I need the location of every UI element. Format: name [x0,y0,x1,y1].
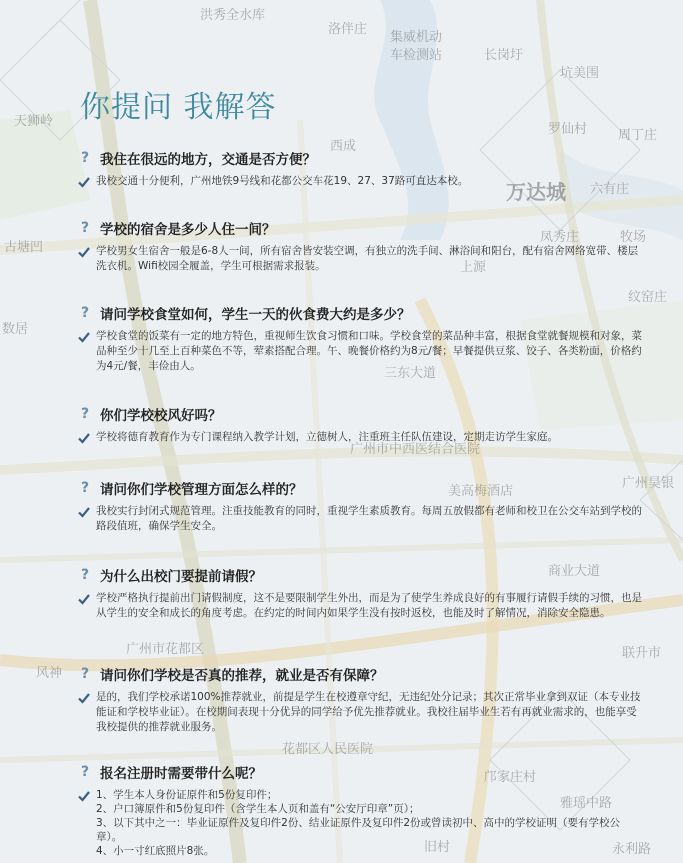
map-label: 广州市花都区 [126,642,205,657]
answer-text: 学校严格执行提前出门请假制度，这不是要限制学生外出，而是为了使学生养成良好的有事履行请假手续的习惯，也是从学生的安全和成长的角度考虑。在约定的时间内如果学生没有按时返校，也能及时了解情况，消除安全隐患。 [96,592,642,619]
answer-text: 学校男女生宿舍一般是6-8人一间，所有宿舍皆安装空调，有独立的洗手间、淋浴间和阳台，配有宿舍网络宽带、楼层洗衣机。Wifi校园全履盖，学生可根据需求报装。 [96,245,639,272]
map-label: 万达城 [506,180,566,204]
map-label: 风神 [36,666,63,681]
list-item: 2、户口簿原件和5份复印件（含学生本人页和盖有“公安厅印章”页）； [96,803,420,815]
faq-answer [78,591,646,621]
question-text: 为什么出校门要提前请假？ [100,569,262,585]
map-label: 六有庄 [590,182,630,197]
map-label: 数居 [2,322,29,337]
map-label: 凤秀庄 [540,230,580,245]
question-text: 你们学校校风好吗？ [100,408,222,424]
map-label: 西成 [330,139,357,154]
check-icon [78,593,90,605]
check-icon [78,246,90,258]
question-text: 报名注册时需要带什么呢？ [100,766,262,782]
question-text: 请问你们学校管理方面怎么样的？ [100,482,303,498]
faq-question [78,565,646,585]
check-icon [78,331,90,343]
faq-answer [78,244,646,274]
faq-question [78,762,646,782]
map-label: 联升市 [622,646,662,661]
map-label: 古塘凹 [4,240,44,255]
answer-text: 我校交通十分便利，广州地铁9号线和花都公交车花19、27、37路可直达本校。 [96,175,469,187]
map-label: 洛伴庄 [328,22,368,37]
answer-text: 学校食堂的饭菜有一定的地方特色，重视师生饮食习惯和口味。学校食堂的菜品种丰富，根据食堂就餐规模和对象，菜品种至少十几至上百种菜色不等，荤素搭配合理。午、晚餐价格约为8元/餐；早餐提供豆浆、饺子、各类粉面，价格约为4元/餐，丰俭由人。 [96,330,642,372]
check-icon [78,790,90,802]
faq-item [78,478,646,534]
map-label: 旧村 [424,840,451,855]
list-item: 3、以下其中之一：毕业证原件及复印件2份、结业证原件及复印件2份或曾读初中、高中的学校证明（要有学校公章）。 [96,817,621,843]
faq-answer [78,174,646,189]
map-label: 邝家庄村 [484,770,537,785]
map-label: 周丁庄 [618,128,658,143]
map-label: 长岗圩 [484,48,524,63]
faq-answer [78,504,646,534]
map-label: 美高梅酒店 [448,484,514,499]
faq-question [78,303,646,323]
question-icon: ? [80,567,90,583]
faq-question [78,478,646,498]
map-label: 牧场 [620,230,647,245]
map-label: 罗仙村 [548,122,588,137]
map-label: 洪秀全水库 [200,8,266,23]
faq-question [78,218,646,238]
required-documents-list [96,788,646,858]
answer-text: 学校将德育教育作为专门课程纳入教学计划，立德树人，注重班主任队伍建设，定期走访学生家庭。 [96,431,558,443]
map-label: 花都区人民医院 [282,742,374,757]
question-text: 请问学校食堂如何，学生一天的伙食费大约是多少？ [100,307,411,323]
map-label: 坑美围 [560,66,600,81]
question-icon: ? [80,220,90,236]
map-label: 三东大道 [384,366,437,381]
faq-answer [78,788,646,858]
question-icon: ? [80,150,90,166]
faq-item [78,565,646,621]
faq-question [78,404,646,424]
question-icon: ? [80,305,90,321]
map-label: 永利路 [612,842,652,857]
map-label: 商业大道 [548,564,601,579]
faq-answer [78,690,646,735]
question-icon: ? [80,406,90,422]
question-text: 学校的宿舍是多少人住一间？ [100,222,276,238]
faq-answer [78,430,646,445]
map-label: 上源 [460,260,487,275]
answer-text: 我校实行封闭式规范管理。注重技能教育的同时，重视学生素质教育。每周五放假都有老师和校卫在公交车站到学校的路段值班，确保学生安全。 [96,505,642,532]
faq-item [78,664,646,735]
faq-item [78,148,646,189]
map-label: 天狮岭 [14,114,54,129]
question-icon: ? [80,666,90,682]
question-text: 我住在很远的地方，交通是否方便？ [100,152,316,168]
question-text: 请问你们学校是否真的推荐，就业是否有保障？ [100,668,384,684]
map-label: 集威机动 [390,30,443,45]
page-title: 你提问 我解答 [80,90,277,125]
map-label: 纹窑庄 [628,290,668,305]
faq-question [78,664,646,684]
check-icon [78,506,90,518]
list-item: 1、学生本人身份证原件和5份复印件； [96,789,278,801]
question-icon: ? [80,480,90,496]
answer-text: 是的，我们学校承诺100%推荐就业，前提是学生在校遵章守纪，无违纪处分记录；其次正常毕业拿到双证（本专业技能证和学校毕业证）。在校期间表现十分优异的同学给予优先推荐就业。我校往届毕业生若有再就业需求的，也能享受我校提供的推荐就业服务。 [96,691,641,733]
faq-item [78,303,646,374]
map-label: 车检测站 [390,48,443,63]
faq-item [78,762,646,858]
check-icon [78,432,90,444]
list-item: 4、小一寸红底照片8张。 [96,845,215,857]
faq-item [78,218,646,274]
faq-question [78,148,646,168]
map-label: 雅瑶中路 [560,796,613,811]
check-icon [78,176,90,188]
map-label: 广州市中西医结合医院 [350,442,481,457]
question-icon: ? [80,764,90,780]
check-icon [78,692,90,704]
faq-answer [78,329,646,374]
faq-item [78,404,646,445]
map-label: 广州昊银 [622,476,675,491]
